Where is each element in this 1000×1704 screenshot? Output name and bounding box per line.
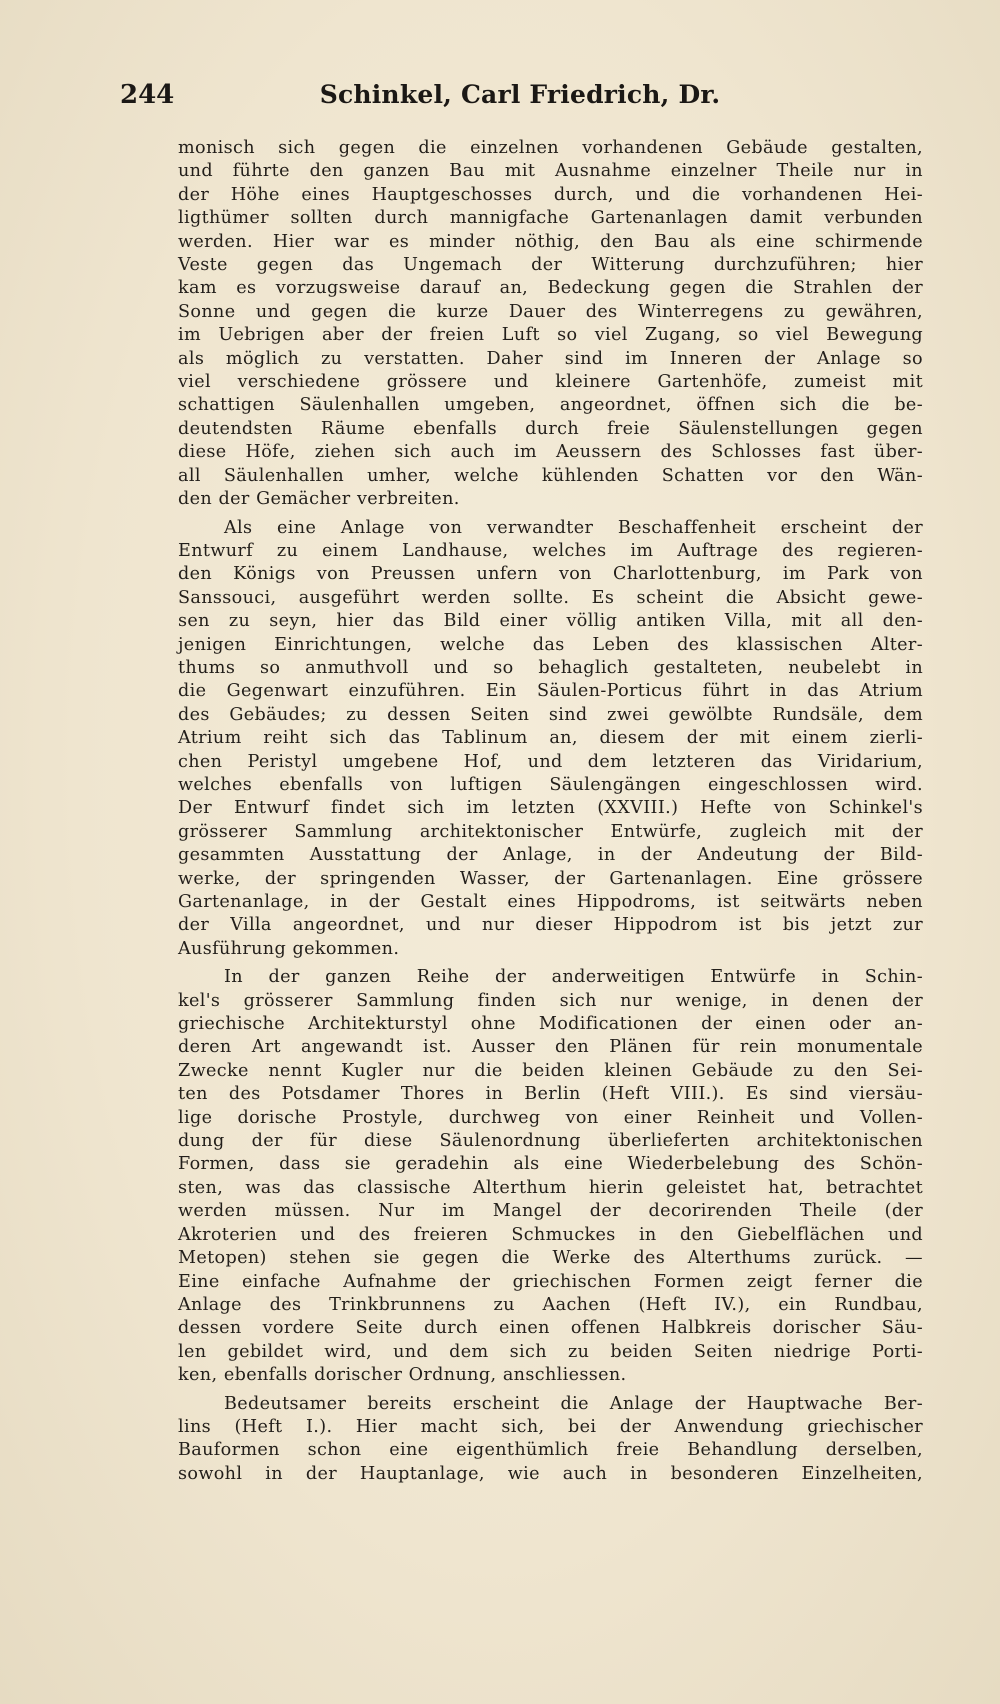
text-line: sen zu seyn, hier das Bild einer völlig antiken Villa, mit all den- (178, 611, 923, 632)
text-line: thums so anmuthvoll und so behaglich gestalteten, neubelebt in (178, 657, 923, 678)
text-line: lige dorische Prostyle, durchweg von einer Reinheit und Vollen- (178, 1107, 923, 1128)
text-line: chen Peristyl umgebene Hof, und dem letzteren das Viridarium, (178, 751, 923, 772)
running-head: Schinkel, Carl Friedrich, Dr. (319, 80, 721, 109)
text-line: im Uebrigen aber der freien Luft so viel Zugang, so viel Bewegung (178, 325, 923, 346)
text-line: deutendsten Räume ebenfalls durch freie Säulenstellungen gegen (178, 418, 923, 439)
text-line: schattigen Säulenhallen umgeben, angeordnet, öffnen sich die be- (178, 395, 923, 416)
text-line: Als eine Anlage von verwandter Beschaffenheit erscheint der (224, 517, 923, 538)
text-line: Formen, dass sie geradehin als eine Wiederbelebung des Schön- (178, 1154, 923, 1175)
text-line: ken, ebenfalls dorischer Ordnung, anschliessen. (178, 1365, 627, 1386)
text-line: Der Entwurf findet sich im letzten (XXVIII.) Hefte von Schinkel's (178, 798, 923, 819)
text-line: Bauformen schon eine eigenthümlich freie Behandlung derselben, (178, 1440, 923, 1461)
text-line: welches ebenfalls von luftigen Säulengängen eingeschlossen wird. (178, 774, 923, 795)
text-line: deren Art angewandt ist. Ausser den Plänen für rein monumentale (178, 1037, 923, 1058)
text-line: Metopen) stehen sie gegen die Werke des Alterthums zurück. — (178, 1248, 923, 1269)
body-text (178, 137, 923, 1486)
text-line: ten des Potsdamer Thores in Berlin (Heft VIII.). Es sind viersäu- (178, 1084, 923, 1105)
text-line: jenigen Einrichtungen, welche das Leben des klassischen Alter- (178, 634, 923, 655)
text-line: dessen vordere Seite durch einen offenen Halbkreis dorischer Säu- (178, 1318, 923, 1339)
text-line: Eine einfache Aufnahme der griechischen Formen zeigt ferner die (178, 1271, 923, 1292)
text-line: lins (Heft I.). Hier macht sich, bei der Anwendung griechischer (178, 1416, 923, 1437)
text-line: Sanssouci, ausgeführt werden sollte. Es scheint die Absicht gewe- (178, 587, 923, 608)
page-number: 244 (120, 80, 175, 110)
page-header (120, 80, 920, 122)
text-line: Anlage des Trinkbrunnens zu Aachen (Heft IV.), ein Rundbau, (178, 1294, 923, 1315)
text-line: len gebildet wird, und dem sich zu beiden Seiten niedrige Porti- (178, 1341, 923, 1362)
text-line: Akroterien und des freieren Schmuckes in den Giebelflächen und (178, 1224, 923, 1245)
text-line: gesammten Ausstattung der Anlage, in der Andeutung der Bild- (178, 845, 923, 866)
text-line: diese Höfe, ziehen sich auch im Aeussern des Schlosses fast über- (178, 442, 923, 463)
text-line: Atrium reiht sich das Tablinum an, diesem der mit einem zierli- (178, 728, 923, 749)
text-line: der Villa angeordnet, und nur dieser Hippodrom ist bis jetzt zur (178, 915, 923, 936)
text-line: den der Gemächer verbreiten. (178, 489, 460, 510)
text-line: sten, was das classische Alterthum hierin geleistet hat, betrachtet (178, 1177, 923, 1198)
text-line: kam es vorzugsweise darauf an, Bedeckung gegen die Strahlen der (178, 278, 923, 299)
text-line: all Säulenhallen umher, welche kühlenden Schatten vor den Wän- (178, 465, 923, 486)
text-line: sowohl in der Hauptanlage, wie auch in besonderen Einzelheiten, (178, 1463, 923, 1484)
text-line: griechische Architekturstyl ohne Modificationen der einen oder an- (178, 1014, 923, 1035)
text-line: Gartenanlage, in der Gestalt eines Hippodroms, ist seitwärts neben (178, 892, 923, 912)
text-line: als möglich zu verstatten. Daher sind im Inneren der Anlage so (178, 348, 923, 369)
paragraph-4 (178, 1393, 923, 1487)
paragraph-3 (178, 966, 923, 1387)
text-line: die Gegenwart einzuführen. Ein Säulen-Porticus führt in das Atrium (178, 681, 923, 702)
text-line: werden. Hier war es minder nöthig, den Bau als eine schirmende (178, 231, 923, 252)
text-line: Zwecke nennt Kugler nur die beiden kleinen Gebäude zu den Sei- (178, 1060, 923, 1081)
text-line: und führte den ganzen Bau mit Ausnahme einzelner Theile nur in (178, 161, 923, 182)
text-line: Bedeutsamer bereits erscheint die Anlage der Hauptwache Ber- (224, 1393, 923, 1414)
text-line: In der ganzen Reihe der anderweitigen Entwürfe in Schin- (224, 967, 923, 988)
text-line: viel verschiedene grössere und kleinere Gartenhöfe, zumeist mit (178, 372, 923, 393)
text-line: des Gebäudes; zu dessen Seiten sind zwei gewölbte Rundsäle, dem (178, 704, 923, 725)
text-line: kel's grösserer Sammlung finden sich nur wenige, in denen der (178, 990, 923, 1011)
paragraph-1 (178, 137, 923, 512)
text-line: werden müssen. Nur im Mangel der decorirenden Theile (der (178, 1201, 923, 1222)
text-line: Ausführung gekommen. (178, 938, 400, 959)
paragraph-2 (178, 517, 923, 962)
text-line: den Königs von Preussen unfern von Charlottenburg, im Park von (178, 564, 923, 585)
text-line: grösserer Sammlung architektonischer Entwürfe, zugleich mit der (178, 821, 923, 842)
text-line: Veste gegen das Ungemach der Witterung durchzuführen; hier (178, 255, 923, 276)
text-line: werke, der springenden Wasser, der Gartenanlagen. Eine grössere (178, 868, 923, 889)
text-line: ligthümer sollten durch mannigfache Gartenanlagen damit verbunden (178, 208, 923, 229)
text-line: der Höhe eines Hauptgeschosses durch, und die vorhandenen Hei- (178, 184, 923, 205)
text-line: monisch sich gegen die einzelnen vorhandenen Gebäude gestalten, (178, 138, 923, 158)
text-line: Entwurf zu einem Landhause, welches im Auftrage des regieren- (178, 540, 923, 561)
text-line: dung der für diese Säulenordnung überlieferten architektonischen (178, 1131, 923, 1152)
text-line: Sonne und gegen die kurze Dauer des Winterregens zu gewähren, (178, 301, 923, 322)
